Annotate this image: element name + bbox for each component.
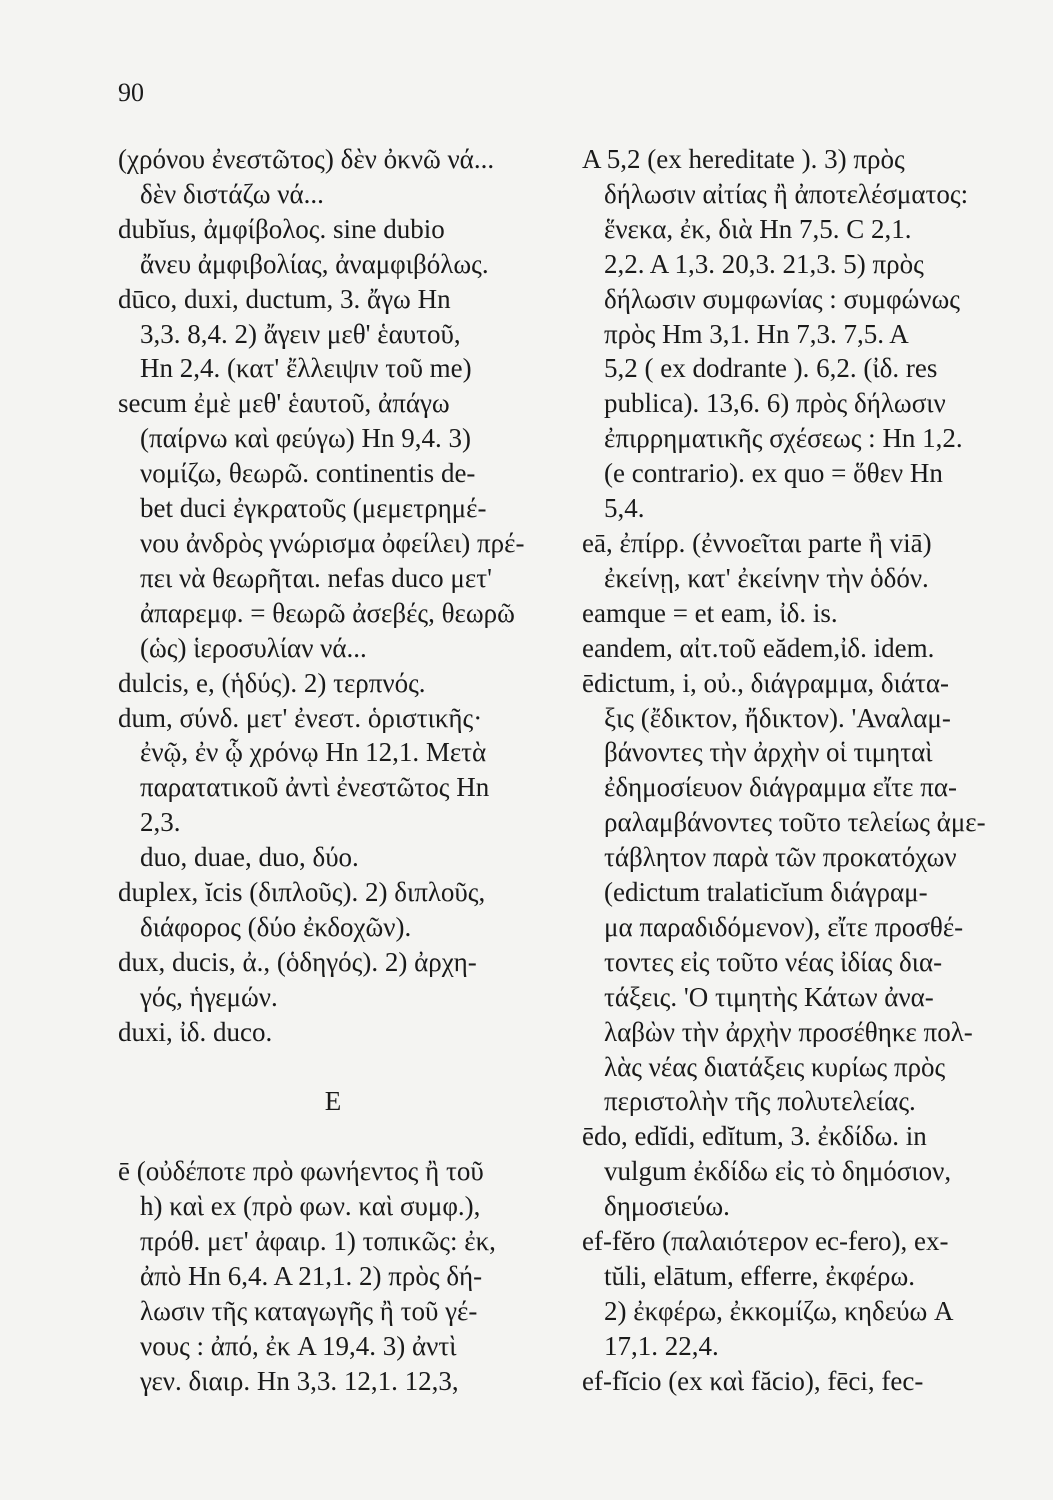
text-line: πρὸς Hm 3,1. Hn 7,3. 7,5. A xyxy=(604,318,909,349)
text-line: ἐδημοσίευον διάγραμμα εἴτε πα- xyxy=(604,772,957,803)
text-line: δὲν διστάζω νά... xyxy=(140,178,324,209)
text-line: ξις (ἔδικτον, ἤδικτον). 'Αναλαμ- xyxy=(604,702,951,733)
text-line: vulgum ἐκδίδω εἰς τὸ δημόσιον, xyxy=(604,1156,952,1187)
section-heading: E xyxy=(324,1086,342,1117)
text-line: ef-fĭcio (ex καὶ făcio), fēci, fec- xyxy=(582,1365,924,1396)
text-line: πρόθ. μετ' ἀφαιρ. 1) τοπικῶς: ἐκ, xyxy=(140,1226,496,1257)
text-line: 3,3. 8,4. 2) ἄγειν μεθ' ἑαυτοῦ, xyxy=(140,318,461,349)
text-line: λωσιν τῆς καταγωγῆς ἢ τοῦ γέ- xyxy=(140,1295,478,1326)
text-line: (ὡς) ἱεροσυλίαν νά... xyxy=(140,632,367,663)
text-line: βάνοντες τὴν ἀρχὴν οἱ τιμηταὶ xyxy=(604,737,933,768)
text-line: (παίρνω καὶ φεύγω) Hn 9,4. 3) xyxy=(140,423,471,454)
text-line: λαβὼν τὴν ἀρχὴν προσέθηκε πολ- xyxy=(604,1016,973,1047)
text-line: 5,4. xyxy=(604,493,645,524)
page-number: 90 xyxy=(118,78,144,107)
text-line: secum ἐμὲ μεθ' ἑαυτοῦ, ἀπάγω xyxy=(118,388,450,419)
text-line: δημοσιεύω. xyxy=(604,1191,730,1222)
text-line: 2) ἐκφέρω, ἐκκομίζω, κηδεύω A xyxy=(604,1295,954,1326)
text-line: Hn 2,4. (κατ' ἔλλειψιν τοῦ me) xyxy=(140,353,472,384)
text-line: τάξεις. 'Ο τιμητὴς Κάτων ἀνα- xyxy=(604,981,934,1012)
text-line: dūco, duxi, ductum, 3. ἄγω Hn xyxy=(118,283,451,314)
text-line: λὰς νέας διατάξεις κυρίως πρὸς xyxy=(604,1051,946,1082)
text-line: πει νὰ θεωρῆται. nefas duco μετ' xyxy=(140,562,492,593)
text-line: eā, ἐπίρρ. (ἐννοεῖται parte ἢ viā) xyxy=(582,527,932,558)
text-line: 2,2. A 1,3. 20,3. 21,3. 5) πρὸς xyxy=(604,248,924,279)
text-line: ēdo, edĭdi, edĭtum, 3. ἐκδίδω. in xyxy=(582,1121,927,1152)
text-line: duplex, ĭcis (διπλοῦς). 2) διπλοῦς, xyxy=(118,877,486,908)
text-line: 17,1. 22,4. xyxy=(604,1330,719,1361)
text-line: ἐκείνῃ, κατ' ἐκείνην τὴν ὁδόν. xyxy=(604,562,929,593)
text-line: ἄνευ ἀμφιβολίας, ἀναμφιβόλως. xyxy=(140,248,489,279)
text-line: 2,3. xyxy=(140,807,181,838)
text-line: τοντες εἰς τοῦτο νέας ἰδίας δια- xyxy=(604,946,943,977)
text-line: tŭli, elātum, efferre, ἐκφέρω. xyxy=(604,1261,916,1291)
text-line: ἐνῷ, ἐν ᾧ χρόνῳ Hn 12,1. Μετὰ xyxy=(140,737,487,768)
text-line: ἀπαρεμφ. = θεωρῶ ἀσεβές, θεωρῶ xyxy=(140,597,515,628)
text-line: A 5,2 (ex hereditate ). 3) πρὸς xyxy=(582,144,905,174)
text-line: 5,2 ( ex dodrante ). 6,2. (ἰδ. res xyxy=(604,353,938,384)
text-line: γεν. διαιρ. Hn 3,3. 12,1. 12,3, xyxy=(140,1365,459,1396)
text-line: ἕνεκα, ἐκ, διὰ Hn 7,5. C 2,1. xyxy=(604,213,912,244)
text-line: νους : ἀπό, ἐκ A 19,4. 3) ἀντὶ xyxy=(140,1330,457,1361)
text-line: eamque = et eam, ἰδ. is. xyxy=(582,597,838,628)
text-line: ἀπὸ Hn 6,4. A 21,1. 2) πρὸς δή- xyxy=(140,1260,483,1291)
text-line: ef-fĕro (παλαιότερον ec-fero), ex- xyxy=(582,1226,949,1257)
right-column xyxy=(582,142,1022,1399)
text-line: δήλωσιν αἰτίας ἢ ἀποτελέσματος: xyxy=(604,178,969,209)
text-line: ē (οὐδέποτε πρὸ φωνήεντος ἢ τοῦ xyxy=(118,1156,484,1187)
text-line: νομίζω, θεωρῶ. continentis de- xyxy=(140,458,476,489)
text-line: τάβλητον παρὰ τῶν προκατόχων xyxy=(604,842,957,873)
text-line: duxi, ἰδ. duco. xyxy=(118,1016,273,1047)
text-line: dux, ducis, ἀ., (ὁδηγός). 2) ἀρχη- xyxy=(118,946,477,977)
text-line: duo, duae, duo, δύο. xyxy=(140,842,359,873)
text-line: dubĭus, ἀμφίβολος. sine dubio xyxy=(118,213,445,244)
left-column xyxy=(118,142,548,1399)
text-line: (χρόνου ἐνεστῶτος) δὲν ὀκνῶ νά... xyxy=(118,144,495,174)
text-line: ραλαμβάνοντες τοῦτο τελείως ἀμε- xyxy=(604,807,986,838)
text-line: dulcis, e, (ἡδύς). 2) τερπνός. xyxy=(118,667,426,698)
text-line: ἐπιρρηματικῆς σχέσεως : Hn 1,2. xyxy=(604,423,963,454)
text-line: bet duci ἐγκρατοῦς (μεμετρημέ- xyxy=(140,493,487,524)
text-line: dum, σύνδ. μετ' ἐνεστ. ὁριστικῆς· xyxy=(118,702,483,733)
text-line: eandem, αἰτ.τοῦ eădem,ἰδ. idem. xyxy=(582,632,935,663)
text-line: παρατατικοῦ ἀντὶ ἐνεστῶτος Hn xyxy=(140,772,490,803)
blank-line xyxy=(118,1050,548,1085)
text-line: (e contrario). ex quo = ὅθεν Hn xyxy=(604,458,943,489)
blank-line xyxy=(118,1119,548,1154)
text-line: γός, ἡγεμών. xyxy=(140,981,278,1012)
text-line: publica). 13,6. 6) πρὸς δήλωσιν xyxy=(604,388,946,419)
text-line: νου ἀνδρὸς γνώρισμα ὀφείλει) πρέ- xyxy=(140,527,525,558)
text-line: περιστολὴν τῆς πολυτελείας. xyxy=(604,1086,916,1117)
text-line: διάφορος (δύο ἐκδοχῶν). xyxy=(140,911,412,942)
text-line: h) καὶ ex (πρὸ φων. καὶ συμφ.), xyxy=(140,1191,481,1222)
text-line: δήλωσιν συμφωνίας : συμφώνως xyxy=(604,283,960,314)
text-line: (edictum tralaticĭum διάγραμ- xyxy=(604,877,928,908)
text-line: ēdictum, i, οὐ., διάγραμμα, διάτα- xyxy=(582,667,949,698)
text-line: μα παραδιδόμενον), εἴτε προσθέ- xyxy=(604,911,964,942)
